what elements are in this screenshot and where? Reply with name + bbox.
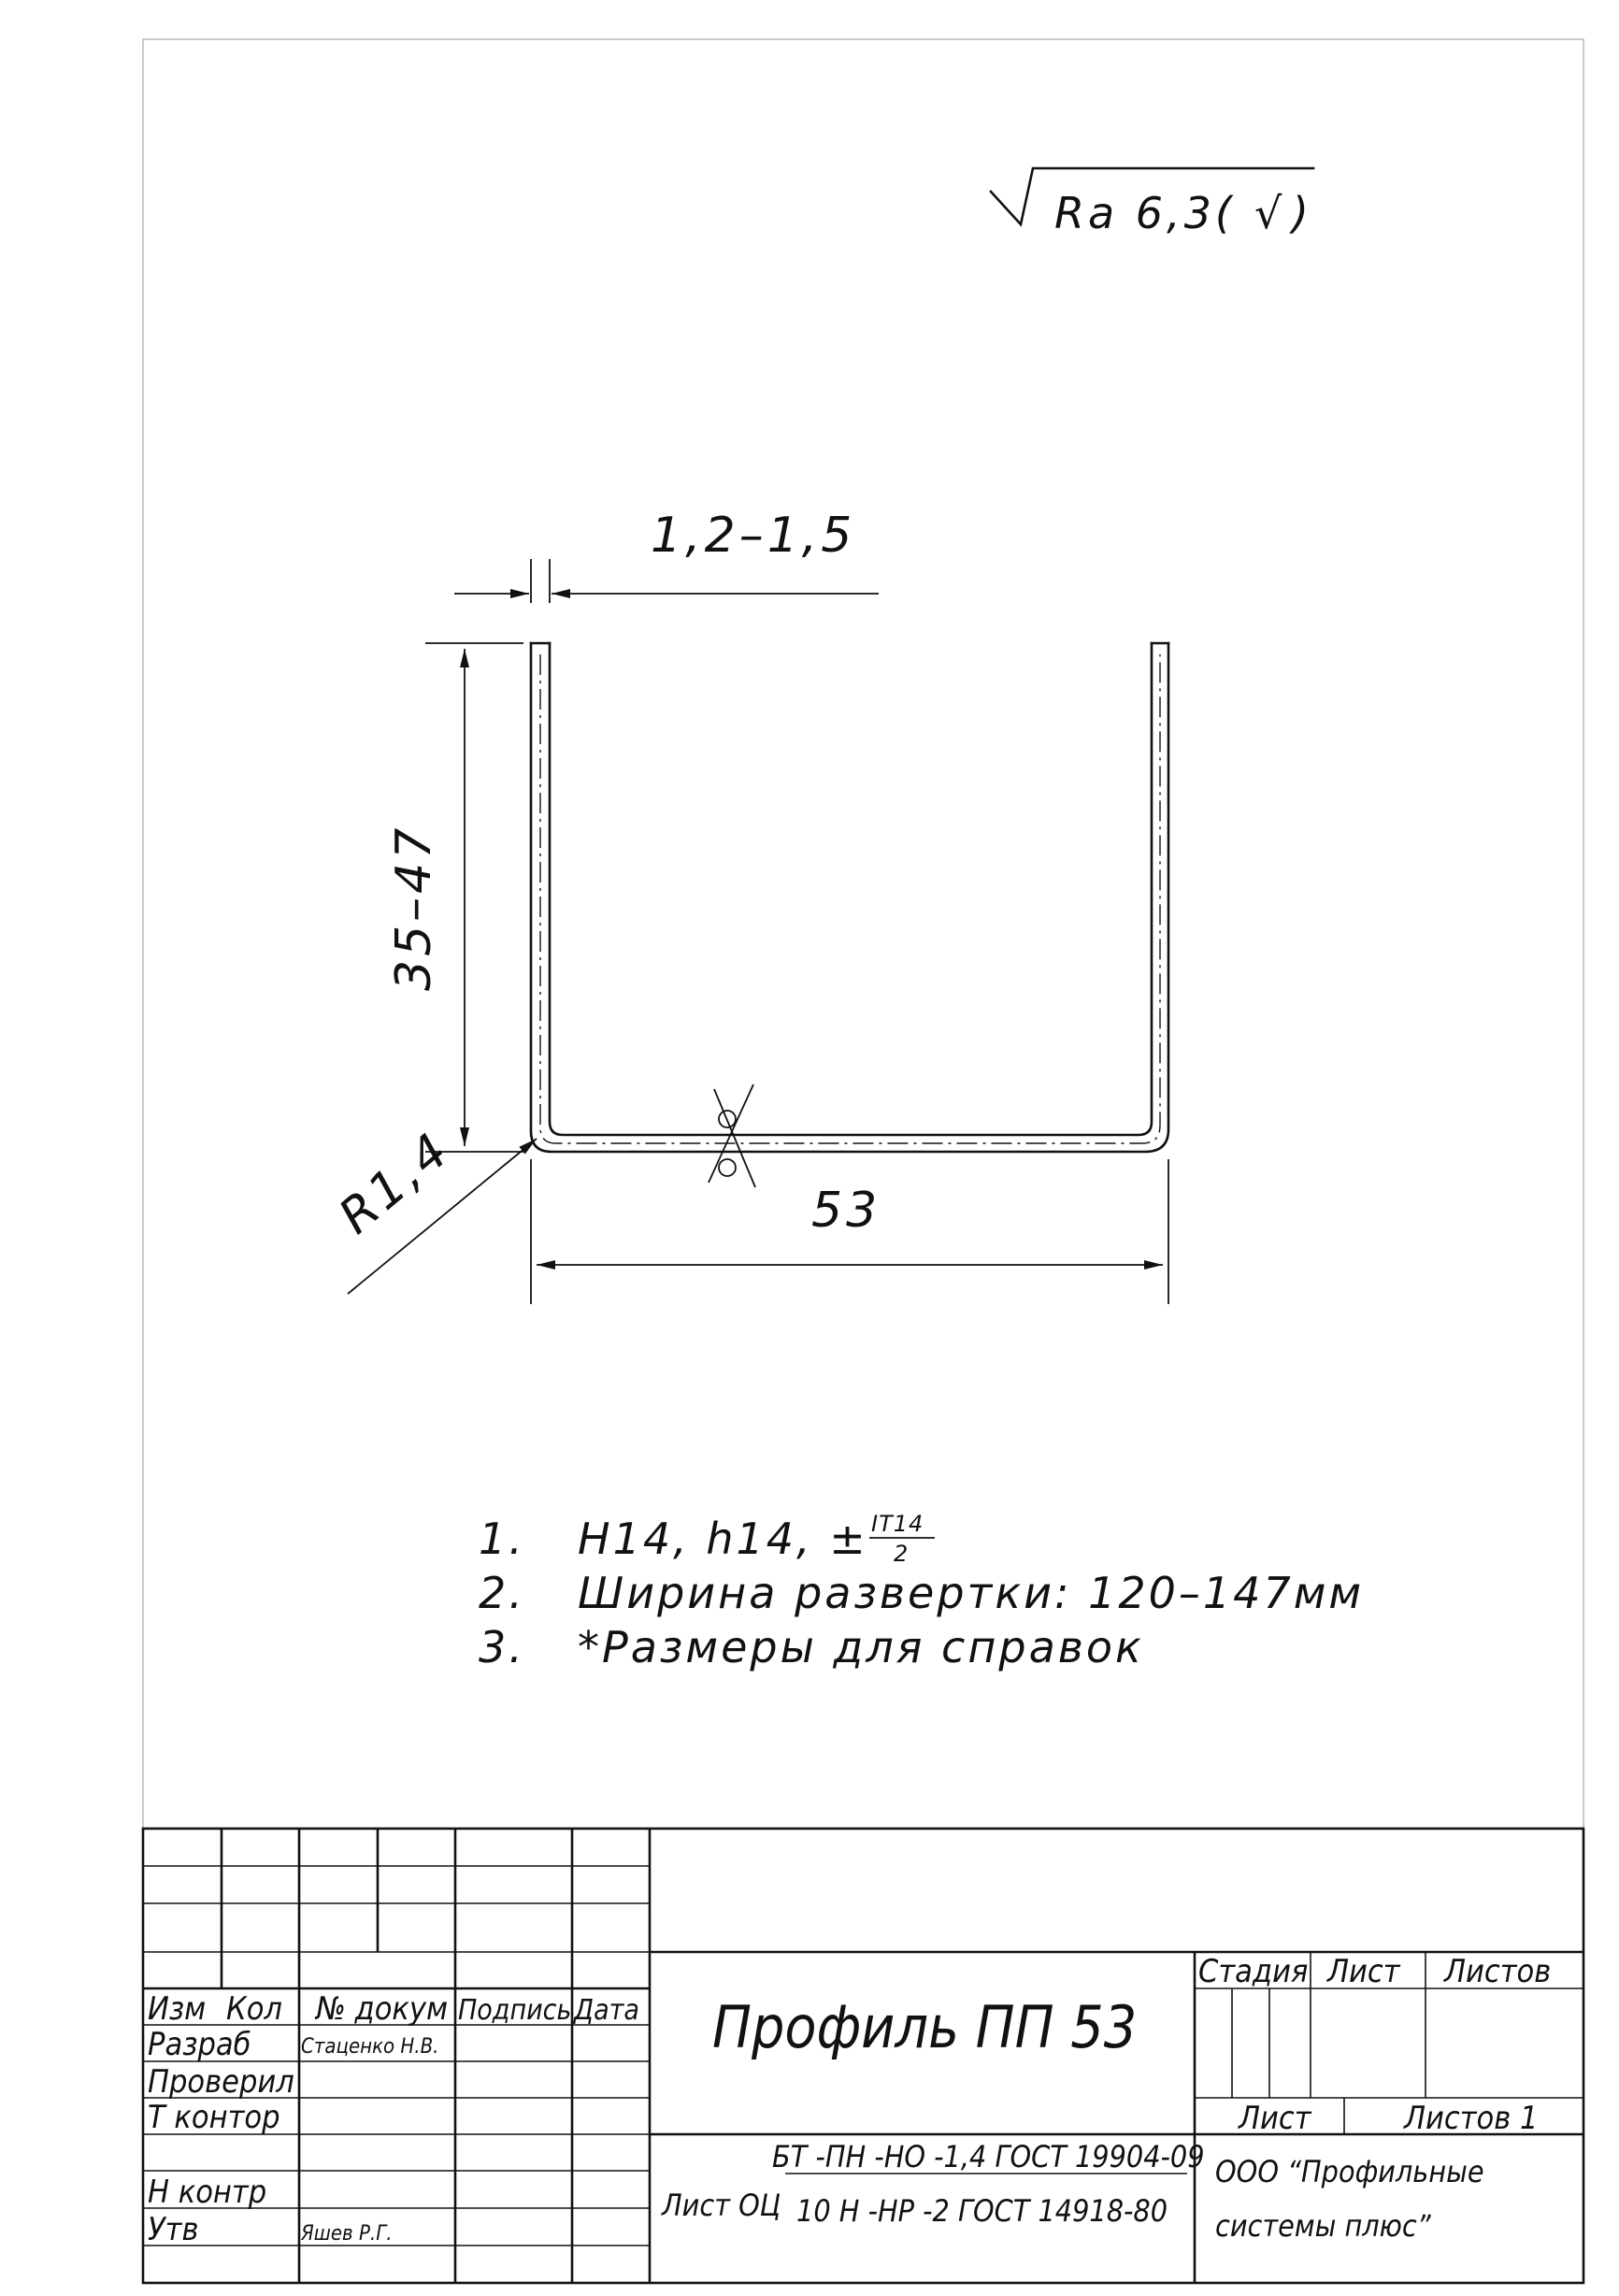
note-1-number: 1.	[479, 1514, 525, 1564]
row-razrab: Разраб	[148, 2026, 251, 2063]
thickness-label: 1,2–1,5	[651, 508, 856, 564]
u-profile	[531, 643, 1168, 1152]
col-izm: Изм	[148, 1990, 207, 2028]
sheets-label: Листов	[1444, 1953, 1552, 1990]
row-utv: Утв	[148, 2211, 199, 2248]
row-nkontr: Н контр	[148, 2174, 267, 2211]
height-label: 35–47	[386, 824, 442, 991]
roughness-check-icon: √	[1254, 188, 1286, 238]
col-date: Дата	[574, 1994, 639, 2027]
note-1-fraction-top: IT14	[871, 1511, 924, 1537]
utv-name: Яшев Р.Г.	[301, 2222, 393, 2246]
col-kol: Кол	[226, 1990, 282, 2028]
radius-label: R1,4	[328, 1121, 462, 1245]
note-3-number: 3.	[479, 1622, 525, 1672]
surface-finish-symbol	[991, 168, 1313, 238]
stage-label: Стадия	[1198, 1953, 1309, 1990]
sheet-frame	[143, 39, 1583, 2283]
height-dimension	[386, 643, 523, 1152]
roughness-value: Ra 6,3(	[1054, 188, 1236, 238]
note-1-fraction-bottom: 2	[894, 1541, 911, 1567]
sheets-count: Листов 1	[1404, 2100, 1539, 2137]
note-2-text: Ширина развертки: 120–147мм	[578, 1568, 1365, 1618]
company-line-2: системы плюс”	[1215, 2208, 1431, 2244]
width-dimension	[531, 1159, 1168, 1304]
note-3-text: *Размеры для справок	[578, 1622, 1144, 1672]
company-line-1: ООО “Профильные	[1215, 2154, 1484, 2189]
razrab-name: Стаценко Н.В.	[301, 2035, 439, 2059]
row-prov: Проверил	[148, 2063, 294, 2101]
profile-center-line	[540, 654, 1160, 1143]
material-top: БТ -ПН -НО -1,4 ГОСТ 19904-09	[772, 2139, 1205, 2174]
col-sign: Подпись	[458, 1994, 572, 2027]
note-1-text: H14, h14, ±	[578, 1514, 868, 1564]
radius-dimension	[329, 1121, 537, 1294]
row-tkontr: Т контор	[148, 2099, 280, 2136]
sheet-label-2: Лист	[1239, 2100, 1311, 2137]
roughness-close: )	[1292, 188, 1312, 238]
thickness-dimension	[454, 508, 879, 603]
material-prefix: Лист ОЦ	[662, 2188, 781, 2223]
note-2-number: 2.	[479, 1568, 525, 1618]
technical-notes	[479, 1511, 1364, 1672]
profile-inner-edge	[550, 643, 1152, 1135]
sheet-label: Лист	[1327, 1953, 1400, 1990]
profile-outer-edge	[531, 643, 1168, 1152]
width-label: 53	[811, 1183, 881, 1239]
drawing-title: Профиль ПП 53	[712, 1993, 1138, 2061]
title-block	[143, 1829, 1583, 2283]
col-doc: № докум	[316, 1990, 449, 2028]
material-bottom: 10 Н -НР -2 ГОСТ 14918-80	[796, 2193, 1168, 2229]
